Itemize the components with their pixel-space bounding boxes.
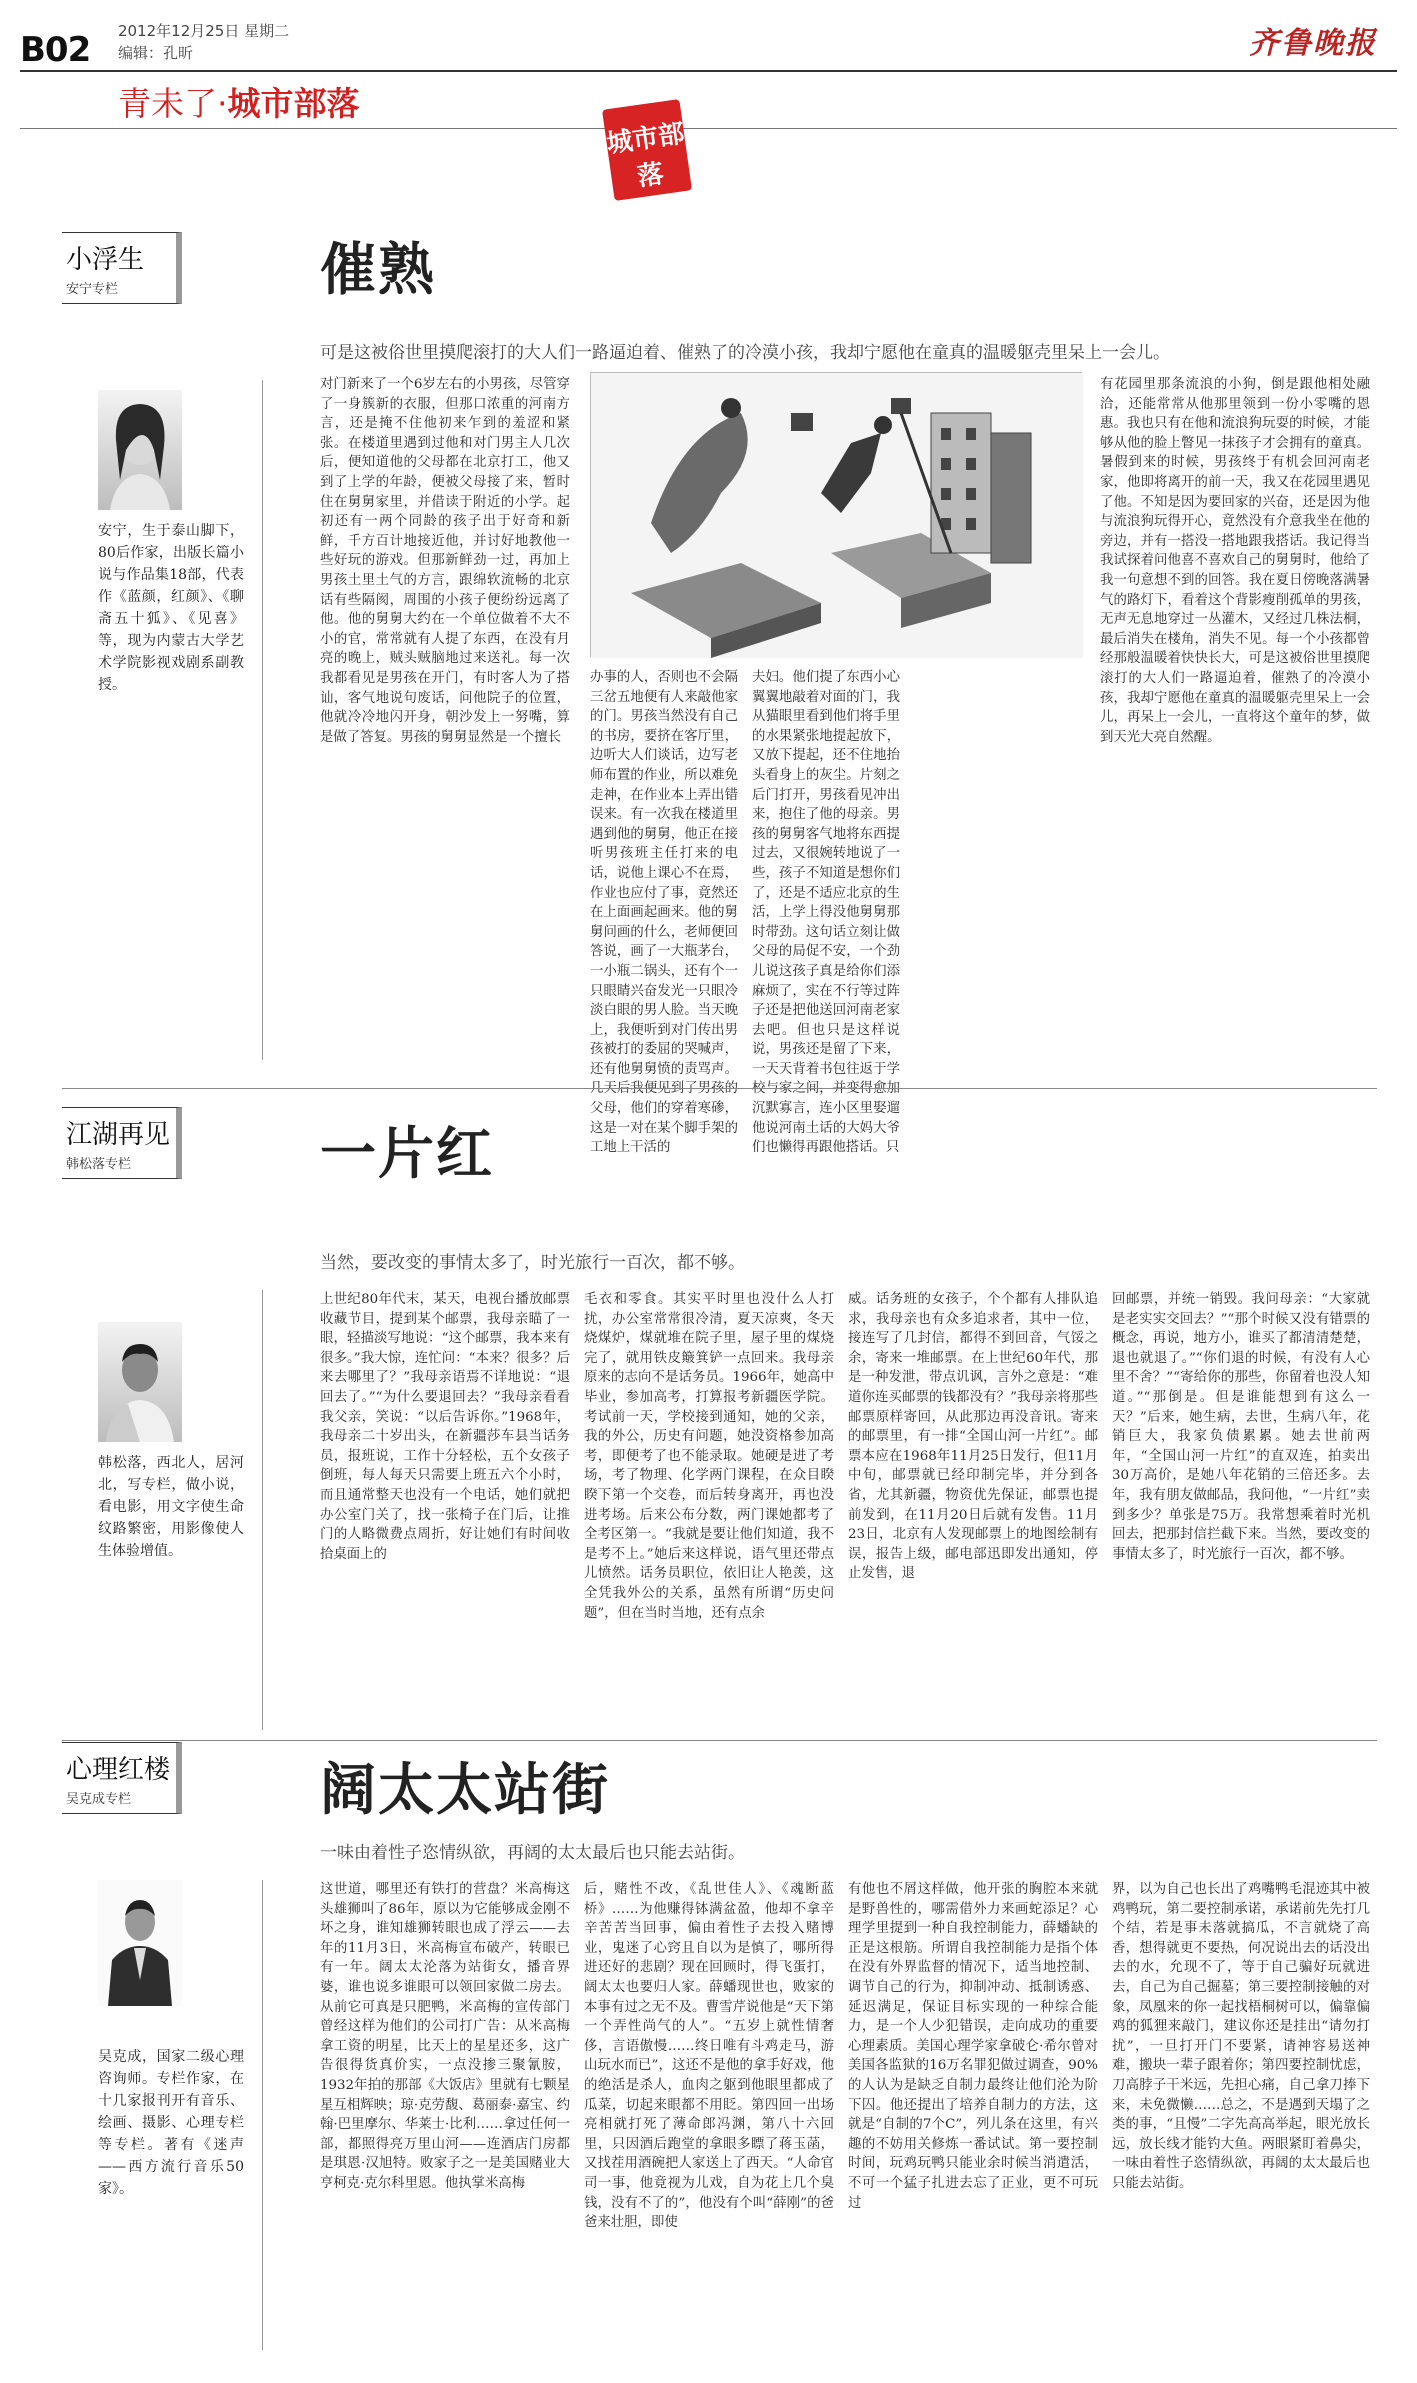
article-lead: 当然，要改变的事情太多了，时光旅行一百次，都不够。: [320, 1253, 745, 1273]
column-subtitle: 韩松落专栏: [66, 1157, 132, 1172]
section-badge: [602, 99, 692, 213]
portrait-icon: [98, 390, 182, 510]
portrait-icon: [98, 1880, 182, 2006]
author-bio: 安宁，生于泰山脚下，80后作家，出版长篇小说与作品集18部，代表作《蓝颜，红颜》、《聊斋五十狐》、《见喜》等，现为内蒙古大学艺术学院影视戏剧系副教授。: [98, 523, 244, 693]
article-body-column: 后，赌性不改，《乱世佳人》、《魂断蓝桥》……为他赚得钵满盆盈，他却不拿辛辛苦苦当回事，偏由着性子去投入赌博业，鬼迷了心窍且自以为是慎了，哪所得进还好的悲剧？现在回顾时，得飞蛋打，阔太太也要归人家。薛蟠现世也，败家的本事有过之无不及。曹雪芹说他是“天下第一个弄性尚气的人”。“五岁上就性情奢侈，言语傲慢……终日唯有斗鸡走马，游山玩水而已”，这还不是他的拿手好戏，他的绝活是杀人，血肉之躯到他眼里都成了瓜菜，切起来眼都不用眨。第四回一出场亮相就打死了薄命郎冯渊，第八十六回里，只因酒后跑堂的拿眼多瞟了蒋玉菡，又找茬用酒碗把人家送上了西天。“人命官司一事，他竟视为儿戏，自为花上几个臭钱，没有不了的”，他没有个叫“薛刚”的爸爸来壮胆，即使: [584, 1882, 834, 2231]
article-lead: 可是这被俗世里摸爬滚打的大人们一路逼迫着、催熟了的冷漠小孩，我却宁愿他在童真的温暖躯壳里呆上一会儿。: [320, 343, 1170, 363]
author-photo: [98, 390, 182, 510]
column-subtitle: 安宁专栏: [66, 282, 119, 297]
page-number: B02: [20, 30, 91, 70]
column-name: 心理红楼: [66, 1755, 171, 1785]
article-title: 一片红: [320, 1122, 494, 1187]
article-lead: 一味由着性子恣情纵欲，再阔的太太最后也只能去站街。: [320, 1843, 745, 1863]
bio-divider: [262, 1880, 263, 2350]
article-divider: [62, 1088, 1377, 1089]
article-body-column: 毛衣和零食。其实平时里也没什么人打扰，办公室常常很冷清，夏天凉爽，冬天烧煤炉，煤就堆在院子里，屋子里的煤烧完了，就用铁皮簸箕铲一点回来。我母亲原来的志向不是话务员。1966年，她高中毕业，参加高考，打算报考新疆医学院。考试前一天，学校接到通知，她的父亲，我的外公，历史有问题，她没资格参加高考，即便考了也不能录取。她硬是进了考场，考了物理、化学两门课程，在众目睽睽下第一个交卷，而后转身离开，再也没进考场。后来公布分数，两门课她都考了全考区第一。“我就是要让他们知道，我不是考不上。”她后来这样说，语气里还带点儿愤然。话务员职位，依旧让人艳羡，这全凭我外公的关系，虽然有所谓“历史问题”，但在当时当地，还有点余: [584, 1292, 834, 1621]
portrait-icon: [98, 1322, 182, 1442]
author-photo: [98, 1322, 182, 1442]
column-name: 江湖再见: [66, 1120, 171, 1150]
article-body-column: 办事的人，否则也不会隔三岔五地便有人来敲他家的门。男孩当然没有自己的书房，要挤在客厅里，边听大人们谈话，边写老师布置的作业，所以难免走神，在作业本上弄出错误来。有一次我在楼道里遇到他的舅舅，他正在接听男孩班主任打来的电话，说他上课心不在焉，作业也应付了事，竟然还在上面画起画来。他的舅舅问画的什么，老师便回答说，画了一大瓶茅台，一小瓶二锅头，还有个一只眼睛兴奋发光一只眼冷淡白眼的男人脸。当天晚上，我便听到对门传出男孩被打的委屈的哭喊声，还有他舅舅愤的责骂声。 父母，他们的穿着寒碜，这是一对在某个脚手架的工地上干活的: [590, 670, 738, 1156]
author-bio: 韩松落，西北人，居河北，写专栏，做小说，看电影，用文字使生命纹路繁密，用影像使人生体验增值。: [98, 1455, 244, 1559]
article-body-column: 有花园里那条流浪的小狗，倒是跟他相处融洽，还能常常从他那里领到一份小零嘴的恩惠。我也只有在他和流浪狗玩耍的时候，才能够从他的脸上瞥见一抹孩子才会拥有的童真。暑假到来的时候，男孩终于有机会回河南老家，他即将离开的前一天，我又在花园里遇见了他。不知是因为要回家的兴奋，还是因为他与流浪狗玩得开心，竟然没有介意我坐在他的旁边，并有一搭没一搭地跟我搭话。我记得当我试探着问他喜不喜欢自己的舅舅时，他给了我一句意想不到的回答。我在夏日傍晚落满暑气的路灯下，看着这个背影瘦削孤单的男孩，无声无息地穿过一丛灌木，又经过几株法桐，最后消失在楼角，消失不见。每一个小孩都曾经那般温暖着快快长大，可是这被俗世里摸爬滚打的大人们一路逼迫着，催熟了的冷漠小孩，我却宁愿他在童真的温暖躯壳里呆上一会儿，再呆上一会儿，一直将这个童年的梦，做到天光大亮自然醒。: [1100, 377, 1370, 745]
bio-divider: [262, 380, 263, 1060]
column-label: [62, 1107, 182, 1179]
author-bio: 吴克成，国家二级心理咨询师。专栏作家，在十几家报刊开有音乐、绘画、摄影、心理专栏等专栏。著有《迷声——西方流行音乐50家》。: [98, 2049, 244, 2197]
section-prefix: 青未了·: [118, 84, 228, 123]
section-title: [118, 78, 360, 125]
article-title: 阔太太站街: [320, 1758, 610, 1823]
author-photo: [98, 1880, 182, 2006]
article-body-column: 夫妇。他们提了东西小心翼翼地敲着对面的门，我从猫眼里看到他们将手里的水果紧张地提起放下，又放下提起，还不住地抬头看身上的灰尘。片刻之后门打开，男孩看见冲出来，抱住了他的母亲。男孩的舅舅客气地将东西提过去，又很婉转地说了一些，孩子不知道是想你们了，还是不适应北京的生活，上学上得没他舅舅那时带劲。这句话立刻让做父母的局促不安，一个劲儿说这孩子真是给你们添麻烦了，实在不行等过阵子还是把他送回河南老家去吧。但也只是这样说说，男孩还是留了下来，一天天背着书包往返于学 沉默寡言，连小区里娶遛他说河南土话的大妈大爷们也懒得再跟他搭话。只: [752, 670, 900, 1156]
article-body-column: 回邮票，并统一销毁。我问母亲：“大家就是老实实交回去？”“那个时候又没有错票的概念，再说，地方小，谁买了都清清楚楚，退也就退了。”“你们退的时候，有没有人心里不舍？”“寄给你的那些，你留着也没人知道。”“那倒是。但是谁能想到有这么一天？”后来，她生病，去世，生病八年，花销巨大，我家负债累累。她去世前两年，“全国山河一片红”的直双连，拍卖出30万高价，是她八年花销的三倍还多。去年，我有朋友做邮品，我问他，“一片红”卖到多少？单张是75万。我常想乘着时光机回去，把那封信拦截下来。当然，要改变的事情太多了，时光旅行一百次，都不够。: [1112, 1292, 1370, 1562]
article-body-column: 对门新来了一个6岁左右的小男孩，尽管穿了一身簇新的衣服，但那口浓重的河南方言，还是掩不住他初来乍到的羞涩和紧张。在楼道里遇到过他和对门男主人几次后，便知道他的父母都在北京打工，他又到了上学的年龄，便被父母接了来，暂时住在舅舅家里，并借读于附近的小学。起初还有一两个同龄的孩子出于好奇和新鲜，千方百计地接近他，并讨好地教他一些好玩的游戏。但那新鲜劲一过，再加上男孩土里土气的方言，跟绵软流畅的北京话有些隔阂，周围的小孩子便纷纷远离了他。他的舅舅大约在一个单位做着不大不小的官，常常就有人提了东西，在没有月亮的晚上，贼头贼脑地过来送礼。每一次我都看见是男孩在开门，有时客人为了搭讪，客气地说句废话，问他院子的位置，他就冷冷地闪开身，朝沙发上一努嘴，算是做了答复。男孩的舅舅显然是一个擅长: [320, 377, 570, 745]
editor-name: 编辑：孔昕: [118, 44, 194, 62]
badge-text: 城市部落: [604, 118, 687, 193]
newspaper-brand-logo: 齐鲁晚报: [1249, 26, 1377, 61]
article-title: 催熟: [320, 238, 436, 303]
article-divider: [62, 1740, 1377, 1741]
article-body-column: 这世道，哪里还有铁打的营盘？米高梅这头雄狮叫了86年，原以为它能够成金刚不坏之身，谁知雄狮转眼也成了浮云——去年的11月3日，米高梅宣布破产，转眼已有一年。阔太太沦落为站街女，播音界婆，谁也说多谁眼可以领回家做二房去。从前它可真是只肥鸭，米高梅的宣传部门曾经这样为他们的公司打广告：从米高梅拿工资的明星，比天上的星星还多，这广告很得货真价实，一点没掺三聚氰胺，1932年拍的那部《大饭店》里就有七颗星星互相辉映；琼·克劳馥、葛丽泰·嘉宝、约翰·巴里摩尔、华莱士·比利……拿过任何一部，都照得亮万里山河——连酒店门房都是琪恩·汉旭特。败家子之一是美国赌业大亨柯克·克尔科里恩。他执掌米高梅: [320, 1882, 570, 2191]
section-name: 城市部落: [227, 84, 360, 123]
header-rule: [20, 70, 1397, 72]
column-subtitle: 吴克成专栏: [66, 1792, 132, 1807]
bio-divider: [262, 1290, 263, 1730]
header-subrule: [20, 128, 1397, 129]
issue-date-editor: [118, 20, 289, 64]
article-body-column: 上世纪80年代末，某天，电视台播放邮票收藏节目，提到某个邮票，我母亲瞄了一眼，轻描淡写地说：“这个邮票，我本来有很多。”我大惊，连忙问：“本来？很多？后来去哪里了？”我母亲语焉不详地说：“退回去了。”“为什么要退回去？”我母亲看看我父亲，笑说：“以后告诉你。”1968年，我母亲二十岁出头，在新疆莎车县当话务员，报班说，工作十分轻松，五个女孩子倒班，每人每天只需要上班五六个小时，而且通常整天也没有一个电话，她们就把办公室门关了，找一张椅子在门后，让推门的人略微费点周折，好让她们有时间收拾桌面上的: [320, 1292, 570, 1562]
city-illustration-icon: [591, 373, 1083, 658]
article-body-column: 有他也不屑这样做，他开张的胸腔本来就是野兽性的，哪需借外力来画蛇添足？心理学里提到一种自我控制能力，薛蟠缺的正是这根筋。所谓自我控制能力是指个体在没有外界监督的情况下，适当地控制、调节自己的行为，抑制冲动、抵制诱惑、延迟满足，保证目标实现的一种综合能力，是一个人少犯错误，走向成功的重要心理素质。美国心理学家拿破仑·希尔曾对美国各监狱的16万名罪犯做过调查，90%的人认为是缺乏自制力最终让他们沦为阶下囚。他还提出了培养自制力的方法，这就是“自制的7个C”，列儿条在这里，有兴趣的不妨用关修炼一番试试。第一要控制时间，玩鸡玩鸭只能业余时候当消遣活，不可一个猛子扎进去忘了正业，更不可玩过: [848, 1882, 1098, 2211]
column-name: 小浮生: [66, 245, 145, 275]
article-body-column: 界，以为自己也长出了鸡嘴鸭毛混迹其中被鸡鸭玩，第二要控制承诺，承诺前先先打几个结，若是事未落就搞瓜，不言就烧了高香，想得就更不要热，何况说出去的话没出去的水，允现不了，等于自己骗好玩就进去，自己为自己掘墓；第三要控制接触的对象，凤凰来的你一起找梧桐树可以，偏靠偏鸡的狐狸来敲门，建议你还是挂出“请勿打扰”，一旦打开门不要紧，请神容易送神难，搬块一辈子跟着你；第四要控制忧虑，刀高脖子干米远，先担心痛，自己拿刀捧下来，未免微懒……总之，不是遇到天塌了之类的事，“且慢”二字先高高举起，眼光放长远，放长线才能钓大鱼。两眼紧盯着鼻尖，一味由着性子恣情纵欲，再阔的太太最后也只能去站街。: [1112, 1882, 1370, 2191]
badge-pinyin: chengshibuluo: [621, 192, 688, 213]
column-label: [62, 232, 182, 304]
article-body-column: 威。话务班的女孩子，个个都有人排队追求，我母亲也有众多追求者，其中一位，接连写了几封信，都得不到回音，气馁之余，寄来一堆邮票。在上世纪60年代，那是一种发泄，带点讥讽，言外之意是：“难道你连买邮票的钱都没有？”我母亲将那些邮票原样寄回，从此那边再没音讯。寄来的邮票里，有一排“全国山河一片红”。邮票本应在1968年11月25日发行，但11月中旬，邮票就已经印制完毕，并分到各省，尤其新疆，物资优先保证，邮票也提前发到，在11月20日后就有发售。11月23日，北京有人发现邮票上的地图绘制有误，报告上级，邮电部迅即发出通知，停止发售，退: [848, 1292, 1098, 1582]
column-label: [62, 1742, 182, 1814]
issue-date: 2012年12月25日 星期二: [118, 22, 290, 40]
article-illustration: [590, 372, 1082, 657]
